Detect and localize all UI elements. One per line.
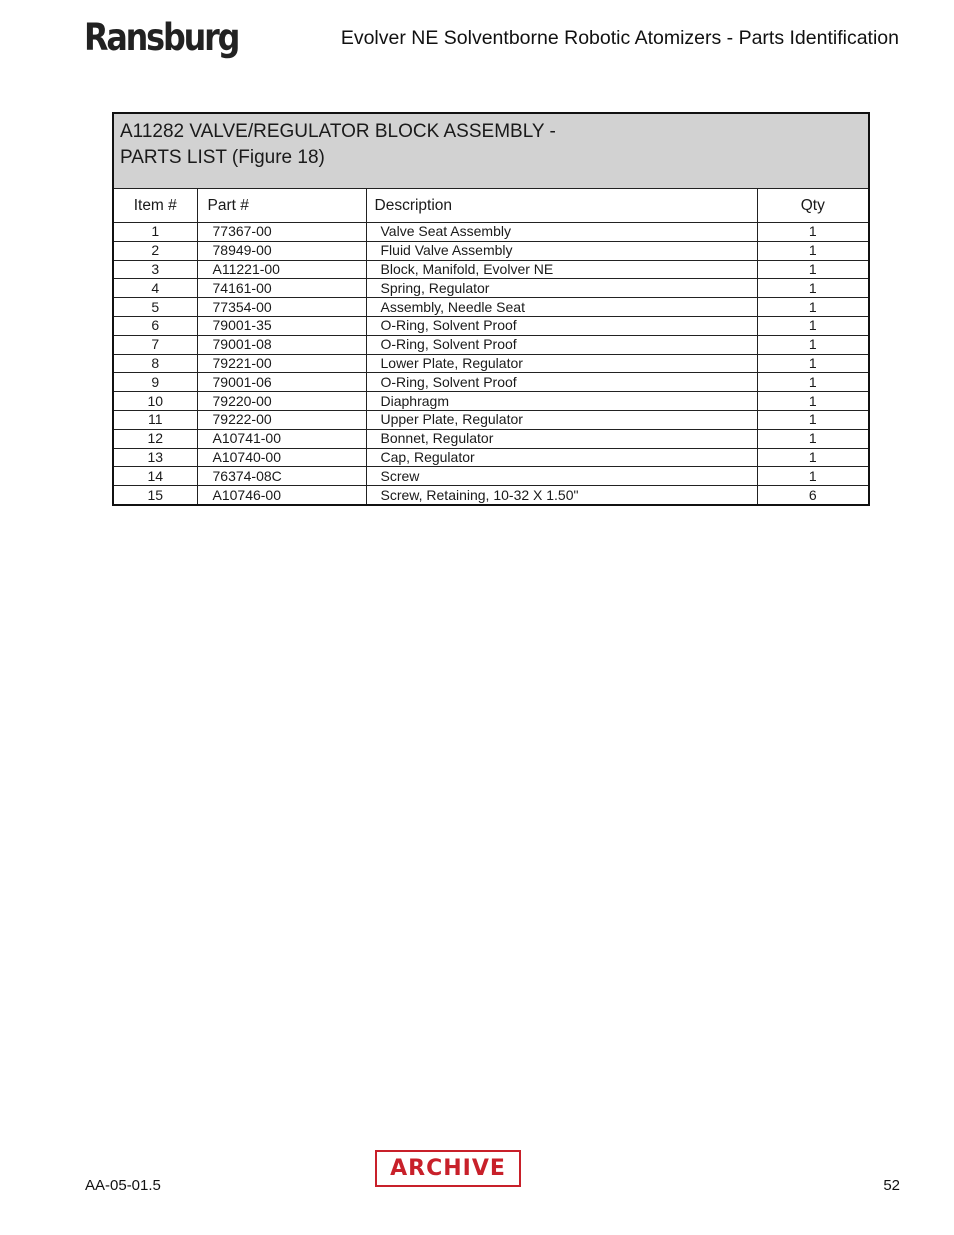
cell-item: 2 <box>113 241 197 260</box>
cell-item: 13 <box>113 448 197 467</box>
parts-list-table <box>112 112 870 506</box>
table-row <box>113 223 869 242</box>
table-title-row <box>113 113 869 189</box>
cell-part-number: 79001-08 <box>197 335 366 354</box>
table-row <box>113 279 869 298</box>
cell-qty: 1 <box>757 429 869 448</box>
cell-part-number: A11221-00 <box>197 260 366 279</box>
cell-item: 6 <box>113 316 197 335</box>
cell-item: 10 <box>113 392 197 411</box>
cell-part-number: A10746-00 <box>197 486 366 505</box>
document-number: AA-05-01.5 <box>85 1177 161 1194</box>
cell-item: 3 <box>113 260 197 279</box>
cell-qty: 1 <box>757 392 869 411</box>
table-row <box>113 241 869 260</box>
page-number: 52 <box>883 1177 900 1194</box>
cell-item: 4 <box>113 279 197 298</box>
table-row <box>113 260 869 279</box>
document-title: Evolver NE Solventborne Robotic Atomizers - Parts Identification <box>340 27 899 49</box>
cell-qty: 1 <box>757 467 869 486</box>
cell-item: 12 <box>113 429 197 448</box>
cell-qty: 1 <box>757 260 869 279</box>
table-row <box>113 448 869 467</box>
archive-stamp: ARCHIVE <box>375 1150 521 1187</box>
column-header-qty: Qty <box>757 189 869 223</box>
cell-qty: 1 <box>757 298 869 317</box>
cell-part-number: 78949-00 <box>197 241 366 260</box>
cell-description: O-Ring, Solvent Proof <box>366 335 757 354</box>
cell-description: Diaphragm <box>366 392 757 411</box>
cell-qty: 1 <box>757 316 869 335</box>
cell-part-number: A10741-00 <box>197 429 366 448</box>
cell-part-number: 74161-00 <box>197 279 366 298</box>
table-row <box>113 467 869 486</box>
cell-item: 7 <box>113 335 197 354</box>
ransburg-logo: Ransburg <box>84 16 239 59</box>
table-row <box>113 486 869 505</box>
table-title-line-2: PARTS LIST (Figure 18) <box>120 147 325 168</box>
cell-description: O-Ring, Solvent Proof <box>366 373 757 392</box>
cell-part-number: A10740-00 <box>197 448 366 467</box>
cell-part-number: 79001-06 <box>197 373 366 392</box>
cell-description: Fluid Valve Assembly <box>366 241 757 260</box>
cell-description: Cap, Regulator <box>366 448 757 467</box>
table-row <box>113 392 869 411</box>
cell-part-number: 77367-00 <box>197 223 366 242</box>
cell-qty: 1 <box>757 279 869 298</box>
column-header-description: Description <box>366 189 757 223</box>
cell-part-number: 79220-00 <box>197 392 366 411</box>
cell-item: 14 <box>113 467 197 486</box>
cell-item: 1 <box>113 223 197 242</box>
cell-description: Block, Manifold, Evolver NE <box>366 260 757 279</box>
column-header-row <box>113 189 869 223</box>
cell-description: Lower Plate, Regulator <box>366 354 757 373</box>
cell-part-number: 79222-00 <box>197 410 366 429</box>
table-row <box>113 298 869 317</box>
cell-part-number: 76374-08C <box>197 467 366 486</box>
cell-item: 9 <box>113 373 197 392</box>
cell-part-number: 79001-35 <box>197 316 366 335</box>
table-row <box>113 354 869 373</box>
column-header-item: Item # <box>113 189 197 223</box>
parts-table-body <box>113 223 869 505</box>
table-row <box>113 316 869 335</box>
cell-description: Screw, Retaining, 10-32 X 1.50" <box>366 486 757 505</box>
table-row <box>113 335 869 354</box>
cell-qty: 1 <box>757 223 869 242</box>
table-row <box>113 373 869 392</box>
cell-description: Bonnet, Regulator <box>366 429 757 448</box>
cell-description: Assembly, Needle Seat <box>366 298 757 317</box>
cell-item: 5 <box>113 298 197 317</box>
table-title-line-1: A11282 VALVE/REGULATOR BLOCK ASSEMBLY - <box>120 121 556 142</box>
cell-description: O-Ring, Solvent Proof <box>366 316 757 335</box>
cell-item: 11 <box>113 410 197 429</box>
cell-item: 15 <box>113 486 197 505</box>
cell-qty: 1 <box>757 335 869 354</box>
cell-item: 8 <box>113 354 197 373</box>
table-title <box>113 113 869 189</box>
cell-qty: 1 <box>757 410 869 429</box>
cell-part-number: 77354-00 <box>197 298 366 317</box>
cell-qty: 1 <box>757 448 869 467</box>
table-row <box>113 410 869 429</box>
cell-part-number: 79221-00 <box>197 354 366 373</box>
table-row <box>113 429 869 448</box>
column-header-part: Part # <box>197 189 366 223</box>
cell-description: Screw <box>366 467 757 486</box>
cell-description: Valve Seat Assembly <box>366 223 757 242</box>
cell-description: Spring, Regulator <box>366 279 757 298</box>
cell-qty: 1 <box>757 241 869 260</box>
cell-qty: 6 <box>757 486 869 505</box>
cell-description: Upper Plate, Regulator <box>366 410 757 429</box>
cell-qty: 1 <box>757 373 869 392</box>
cell-qty: 1 <box>757 354 869 373</box>
